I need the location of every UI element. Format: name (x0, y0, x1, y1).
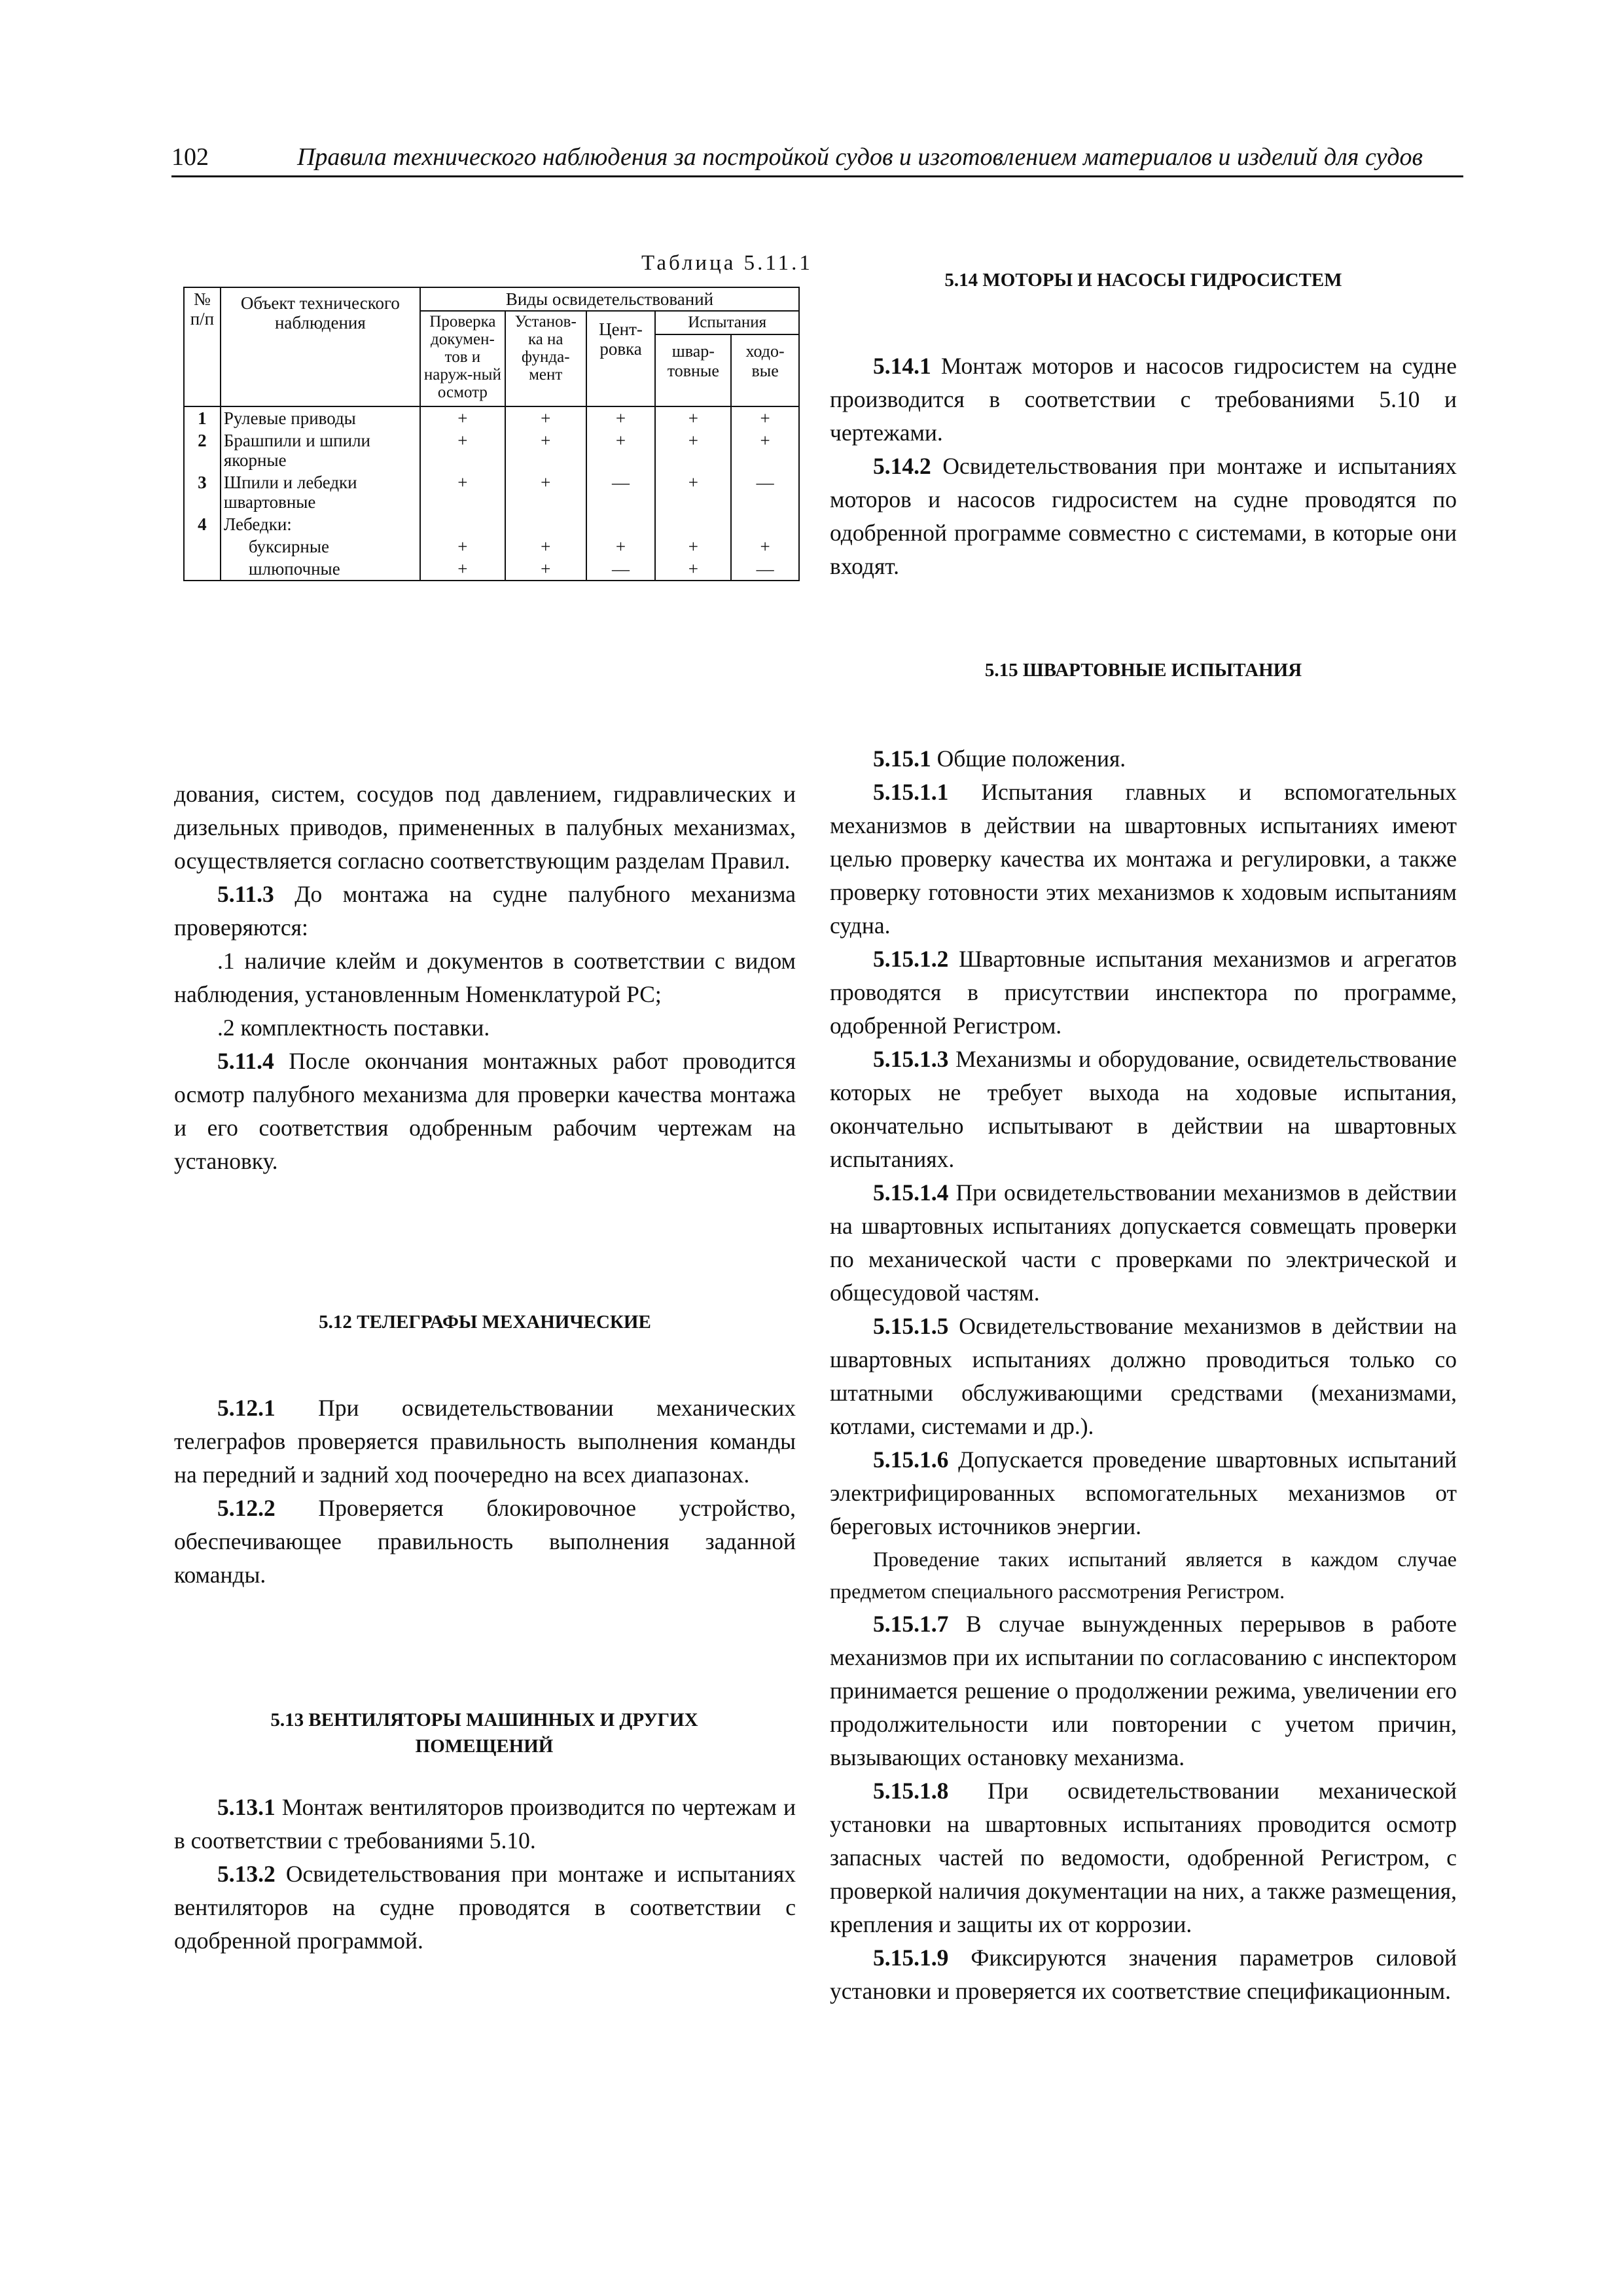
row-object: Рулевые приводы (221, 406, 420, 429)
running-title: Правила технического наблюдения за постройкой судов и изготовлением материалов и изделий для судов (296, 143, 1423, 171)
clause-number: 5.15.1.7 (873, 1611, 949, 1637)
cell-value: + (420, 471, 505, 513)
table-row (184, 513, 799, 535)
paragraph (830, 1941, 1457, 2008)
clause-text: Проверяется блокировочное устройство, обеспечивающее правильность выполнения заданной команды. (174, 1495, 796, 1588)
cell-value: + (731, 535, 799, 558)
cell-value: + (505, 535, 586, 558)
paragraph (830, 450, 1457, 583)
row-object: Шпили и лебедки швартовные (221, 471, 420, 513)
section-heading-5-14: 5.14 МОТОРЫ И НАСОСЫ ГИДРОСИСТЕМ (944, 270, 1342, 291)
table-header-row (184, 287, 799, 311)
cell-value: — (731, 471, 799, 513)
clause-text: При освидетельствовании механических телеграфов проверяется правильность выполнения команды на передний и задний ход поочередно на всех диапазонах. (174, 1395, 796, 1488)
right-column-5-15 (830, 742, 1457, 2008)
cell-value: — (731, 558, 799, 581)
cell-value (731, 513, 799, 535)
table-row (184, 535, 799, 558)
clause-number: 5.14.2 (873, 453, 931, 479)
paragraph (174, 1391, 796, 1492)
row-object: Брашпили и шпили якорные (221, 429, 420, 471)
table-caption: Таблица 5.11.1 (641, 251, 813, 275)
clause-text: Освидетельствование механизмов в действии на швартовных испытаниях должно проводиться только со штатными обслуживающими средствами (механизмами, котлами, системами и др.). (830, 1313, 1457, 1439)
cell-value: — (586, 471, 656, 513)
cell-value (586, 513, 656, 535)
paragraph (174, 1791, 796, 1857)
col-header-check: Проверка докумен-тов и наруж-ный осмотр (420, 311, 505, 406)
clause-number: 5.15.1.8 (873, 1778, 949, 1804)
cell-value (420, 513, 505, 535)
col-header-center: Цент-ровка (586, 311, 656, 406)
paragraph (174, 1045, 796, 1178)
cell-value: + (586, 406, 656, 429)
paragraph: дования, систем, сосудов под давлением, гидравлических и дизельных приводов, примененных в палубных механизмах, осуществляется согласно соответствующим разделам Правил. (174, 781, 796, 874)
cell-value (505, 513, 586, 535)
left-column (174, 778, 796, 1178)
section-heading-5-13: 5.13 ВЕНТИЛЯТОРЫ МАШИННЫХ И ДРУГИХ ПОМЕЩЕНИЙ (270, 1710, 698, 1757)
right-column-5-14 (830, 350, 1457, 583)
paragraph (830, 1310, 1457, 1443)
clause-number: 5.12.2 (217, 1495, 276, 1521)
clause-text: Фиксируются значения параметров силовой установки и проверяется их соответствие спецификационным. (830, 1945, 1457, 2004)
section-heading-5-12: 5.12 ТЕЛЕГРАФЫ МЕХАНИЧЕСКИЕ (319, 1312, 651, 1333)
paragraph (174, 1492, 796, 1592)
clause-number: 5.13.2 (217, 1861, 276, 1887)
clause-text: Допускается проведение швартовных испытаний электрифицированных вспомогательных механизмов от береговых источников энергии. (830, 1446, 1457, 1539)
col-header-object: Объект технического наблюдения (221, 287, 420, 406)
clause-text: После окончания монтажных работ проводится осмотр палубного механизма для проверки качества монтажа и его соответствия одобренным рабочим чертежам на установку. (174, 1048, 796, 1174)
cell-value: + (420, 558, 505, 581)
row-no: 2 (184, 429, 221, 471)
cell-value: + (505, 406, 586, 429)
col-header-mooring: швар-товные (655, 334, 731, 406)
cell-value: + (655, 558, 731, 581)
header-rule (171, 175, 1463, 177)
col-header-no: № п/п (184, 287, 221, 406)
row-object: Лебедки: (221, 513, 420, 535)
row-no: 3 (184, 471, 221, 513)
clause-text: Швартовные испытания механизмов и агрегатов проводятся в присутствии инспектора по программе, одобренной Регистром. (830, 946, 1457, 1039)
clause-text: При освидетельствовании механической установки на швартовных испытаниях проводится осмотр запасных частей по ведомости, одобренной Регистром, с проверкой наличия документации на них, а также размещения, крепления и защиты их от коррозии. (830, 1778, 1457, 1937)
paragraph: .2 комплектность поставки. (217, 1014, 490, 1041)
page-number: 102 (171, 143, 209, 171)
clause-number: 5.15.1 (873, 745, 931, 772)
cell-value: + (731, 406, 799, 429)
paragraph (830, 776, 1457, 942)
cell-value: + (731, 429, 799, 471)
table-row (184, 558, 799, 581)
clause-text: Освидетельствования при монтаже и испытаниях моторов и насосов гидросистем на судне проводятся по одобренной программе совместно с системами, в которые они входят. (830, 453, 1457, 579)
clause-text: При освидетельствовании механизмов в действии на швартовных испытаниях допускается совмещать проверки по механической части с проверками по электрической и общесудовой частям. (830, 1179, 1457, 1306)
paragraph (830, 742, 1457, 776)
paragraph (830, 1774, 1457, 1941)
clause-number: 5.13.1 (217, 1794, 276, 1820)
cell-value: + (586, 535, 656, 558)
section-heading-5-15: 5.15 ШВАРТОВНЫЕ ИСПЫТАНИЯ (984, 660, 1302, 681)
clause-text: В случае вынужденных перерывов в работе механизмов при их испытании по согласованию с инспектором принимается решение о продолжении режима, увеличении его продолжительности или повторении с учетом причин, вызывающих остановку механизма. (830, 1611, 1457, 1770)
row-no (184, 558, 221, 581)
paragraph (830, 350, 1457, 450)
paragraph (174, 1857, 796, 1958)
clause-number: 5.15.1.6 (873, 1446, 949, 1473)
clause-text: Испытания главных и вспомогательных механизмов в действии на швартовных испытаниях имеют целью проверку качества их монтажа и регулировки, а также проверку готовности этих механизмов к ходовым испытаниям судна. (830, 779, 1457, 939)
clause-text: Механизмы и оборудование, освидетельствование которых не требует выхода на ходовые испытания, окончательно испытывают в действии на швартовных испытаниях. (830, 1046, 1457, 1172)
row-object: буксирные (221, 535, 420, 558)
cell-value: + (586, 429, 656, 471)
cell-value: + (505, 429, 586, 471)
clause-number: 5.14.1 (873, 353, 931, 379)
cell-value: + (505, 471, 586, 513)
col-header-install: Установ-ка на фунда-мент (505, 311, 586, 406)
table-row (184, 406, 799, 429)
cell-value: + (655, 429, 731, 471)
clause-number: 5.11.3 (217, 881, 274, 907)
cell-value: + (420, 406, 505, 429)
paragraph: Проведение таких испытаний является в каждом случае предметом специального рассмотрения Регистром. (830, 1547, 1457, 1603)
cell-value (655, 513, 731, 535)
clause-text: Общие положения. (931, 745, 1126, 772)
clause-number: 5.15.1.2 (873, 946, 949, 972)
clause-number: 5.12.1 (217, 1395, 276, 1421)
row-no: 1 (184, 406, 221, 429)
paragraph (830, 1607, 1457, 1774)
cell-value: — (586, 558, 656, 581)
clause-number: 5.15.1.9 (873, 1945, 949, 1971)
left-column-5-13 (174, 1791, 796, 1958)
col-header-tests: Испытания (655, 311, 799, 334)
cell-value: + (420, 535, 505, 558)
left-column-5-12 (174, 1391, 796, 1592)
cell-value: + (655, 471, 731, 513)
table-row (184, 429, 799, 471)
cell-value: + (655, 535, 731, 558)
paragraph (830, 1043, 1457, 1176)
row-object: шлюпочные (221, 558, 420, 581)
cell-value: + (505, 558, 586, 581)
clause-number: 5.15.1.1 (873, 779, 949, 805)
paragraph (830, 1443, 1457, 1543)
row-no: 4 (184, 513, 221, 535)
paragraph: .1 наличие клейм и документов в соответствии с видом наблюдения, установленным Номенклатурой РС; (174, 948, 796, 1007)
col-header-types: Виды освидетельствований (420, 287, 799, 311)
clause-number: 5.15.1.3 (873, 1046, 949, 1072)
clause-number: 5.15.1.5 (873, 1313, 949, 1339)
paragraph (830, 942, 1457, 1043)
col-header-sea: ходо-вые (731, 334, 799, 406)
clause-number: 5.15.1.4 (873, 1179, 949, 1206)
clause-text: Монтаж моторов и насосов гидросистем на судне производится в соответствии с требованиями 5.10 и чертежами. (830, 353, 1457, 446)
paragraph (830, 1176, 1457, 1310)
cell-value: + (655, 406, 731, 429)
paragraph (174, 878, 796, 944)
clause-text: Освидетельствования при монтаже и испытаниях вентиляторов на судне проводятся в соответствии с одобренной программой. (174, 1861, 796, 1954)
table-row (184, 471, 799, 513)
row-no (184, 535, 221, 558)
cell-value: + (420, 429, 505, 471)
survey-table (183, 287, 800, 581)
clause-text: До монтажа на судне палубного механизма проверяются: (174, 881, 796, 941)
clause-text: Монтаж вентиляторов производится по чертежам и в соответствии с требованиями 5.10. (174, 1794, 796, 1854)
clause-number: 5.11.4 (217, 1048, 274, 1074)
